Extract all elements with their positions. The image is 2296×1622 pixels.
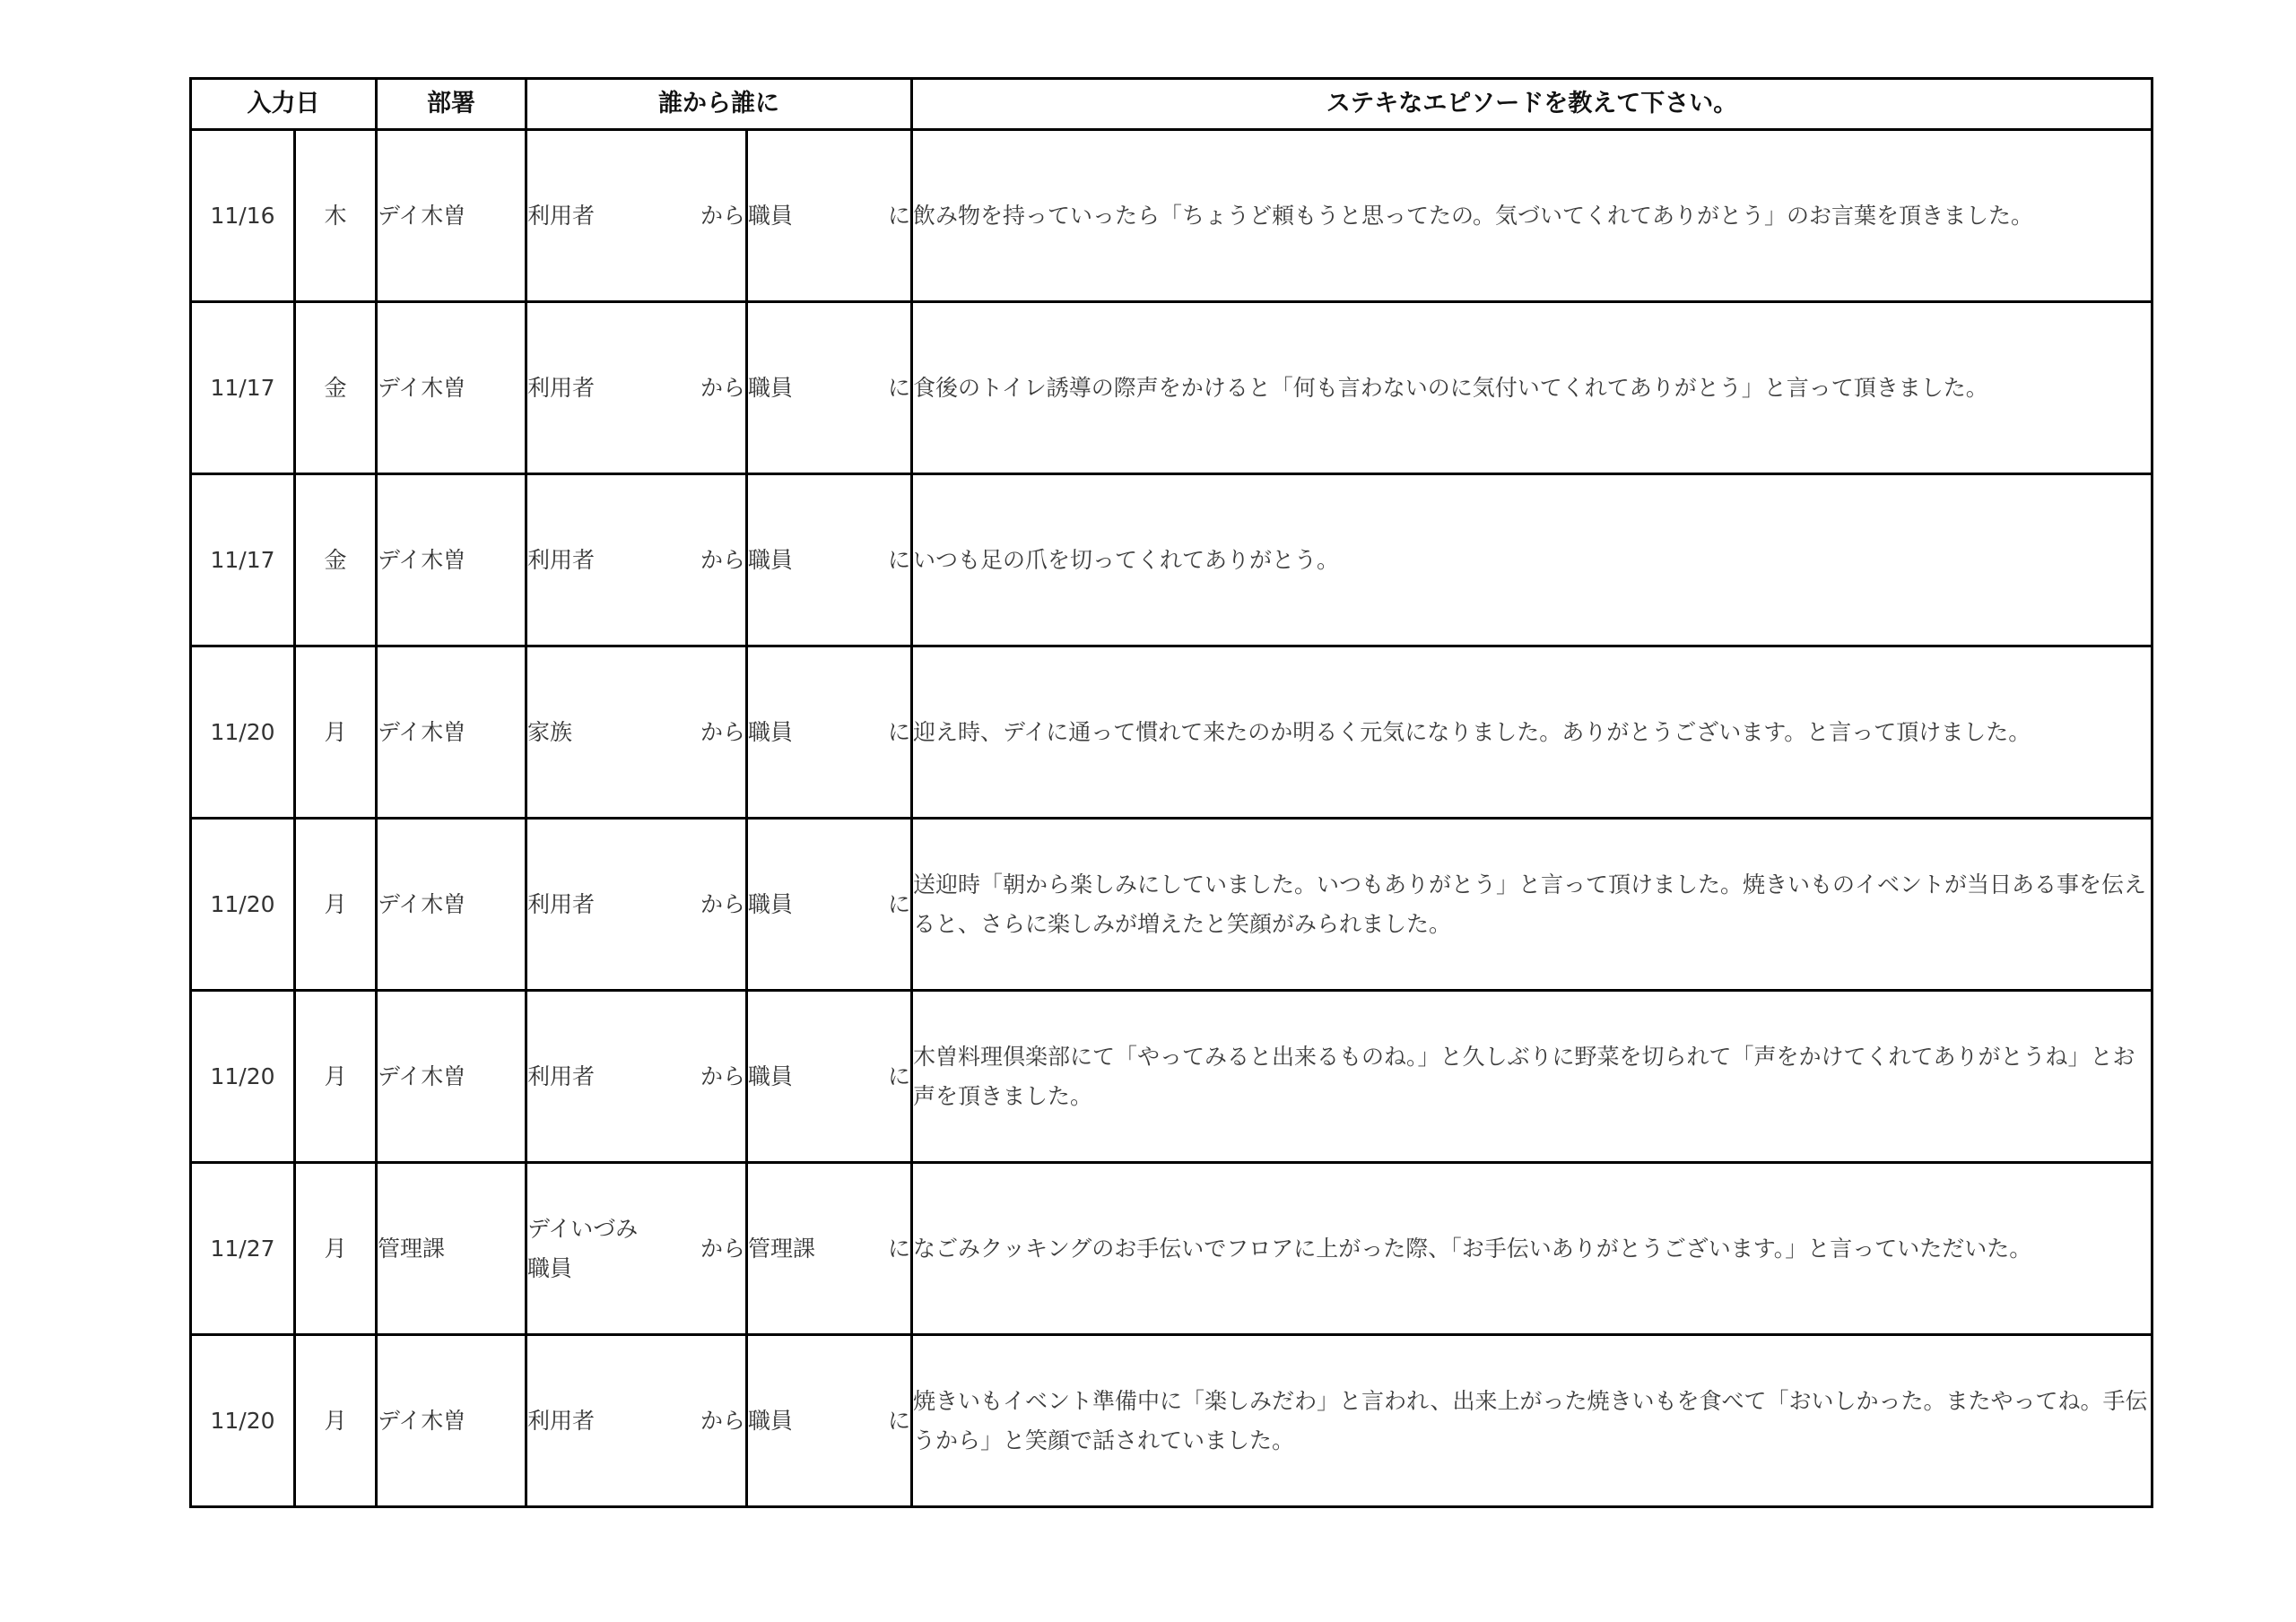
row-to-suffix: に (887, 546, 910, 573)
row-weekday: 月 (295, 646, 377, 819)
row-to: 職員 (748, 374, 794, 401)
row-department: デイ木曽 (377, 302, 526, 474)
row-to-suffix: に (887, 374, 910, 401)
row-to-suffix: に (887, 890, 910, 917)
row-episode: 食後のトイレ誘導の際声をかけると「何も言わないのに気付いてくれてありがとう」と言って頂きました。 (912, 302, 2152, 474)
table-row (191, 646, 2152, 819)
row-from-cell (526, 302, 747, 474)
header-from-to: 誰から誰に (526, 79, 912, 130)
row-from-suffix: から (700, 1407, 745, 1434)
row-to-cell (747, 819, 912, 991)
row-from-suffix: から (700, 890, 745, 917)
table-row (191, 130, 2152, 302)
table-row (191, 819, 2152, 991)
table-row (191, 302, 2152, 474)
row-to: 職員 (748, 890, 794, 917)
row-department: デイ木曽 (377, 1335, 526, 1507)
row-to-cell (747, 474, 912, 646)
row-episode: 焼きいもイベント準備中に「楽しみだわ」と言われ、出来上がった焼きいもを食べて「おいしかった。またやってね。手伝うから」と笑顔で話されていました。 (912, 1335, 2152, 1507)
row-weekday: 金 (295, 302, 377, 474)
row-from-suffix: から (700, 202, 745, 229)
row-date: 11/17 (191, 474, 295, 646)
row-department: 管理課 (377, 1163, 526, 1335)
row-to-cell (747, 1335, 912, 1507)
row-department: デイ木曽 (377, 819, 526, 991)
row-from-cell (526, 130, 747, 302)
header-row (191, 79, 2152, 130)
row-to-cell (747, 130, 912, 302)
row-weekday: 木 (295, 130, 377, 302)
row-to: 職員 (748, 202, 794, 229)
row-episode: 木曽料理倶楽部にて「やってみると出来るものね。」と久しぶりに野菜を切られて「声をかけてくれてありがとうね」とお声を頂きました。 (912, 991, 2152, 1163)
row-episode: いつも足の爪を切ってくれてありがとう。 (912, 474, 2152, 646)
row-date: 11/20 (191, 991, 295, 1163)
row-to-suffix: に (887, 1235, 910, 1262)
table-row (191, 1335, 2152, 1507)
row-to: 職員 (748, 1407, 794, 1434)
row-from-cell (526, 1163, 747, 1335)
row-from-suffix: から (700, 546, 745, 573)
row-from: 家族 (527, 718, 573, 745)
table-row (191, 991, 2152, 1163)
table-body (191, 130, 2152, 1507)
row-to-suffix: に (887, 1407, 910, 1434)
row-from: 利用者 (527, 374, 596, 401)
row-department: デイ木曽 (377, 646, 526, 819)
row-to-cell (747, 302, 912, 474)
row-to-cell (747, 991, 912, 1163)
row-date: 11/20 (191, 646, 295, 819)
row-from: 利用者 (527, 546, 596, 573)
row-to-suffix: に (887, 202, 910, 229)
row-from: 利用者 (527, 1407, 596, 1434)
row-from-suffix: から (700, 374, 745, 401)
row-date: 11/16 (191, 130, 295, 302)
row-from-suffix: から (700, 718, 745, 745)
row-from-cell (526, 474, 747, 646)
header-dept: 部署 (377, 79, 526, 130)
row-date: 11/17 (191, 302, 295, 474)
row-from: デイいづみ 職員 (527, 1215, 639, 1281)
row-to-cell (747, 646, 912, 819)
row-episode: 迎え時、デイに通って慣れて来たのか明るく元気になりました。ありがとうございます。と言って頂けました。 (912, 646, 2152, 819)
row-to: 管理課 (748, 1235, 816, 1262)
row-to: 職員 (748, 1063, 794, 1089)
row-department: デイ木曽 (377, 474, 526, 646)
row-weekday: 金 (295, 474, 377, 646)
table-row (191, 474, 2152, 646)
row-date: 11/20 (191, 819, 295, 991)
row-episode: 送迎時「朝から楽しみにしていました。いつもありがとう」と言って頂けました。焼きいものイベントが当日ある事を伝えると、さらに楽しみが増えたと笑顔がみられました。 (912, 819, 2152, 991)
row-department: デイ木曽 (377, 130, 526, 302)
header-episode: ステキなエピソードを教えて下さい。 (912, 79, 2152, 130)
row-from: 利用者 (527, 202, 596, 229)
episode-table (189, 77, 2153, 1508)
row-from-suffix: から (700, 1235, 745, 1262)
row-episode: 飲み物を持っていったら「ちょうど頼もうと思ってたの。気づいてくれてありがとう」のお言葉を頂きました。 (912, 130, 2152, 302)
row-episode: なごみクッキングのお手伝いでフロアに上がった際、「お手伝いありがとうございます。」と言っていただいた。 (912, 1163, 2152, 1335)
row-weekday: 月 (295, 1335, 377, 1507)
row-from-suffix: から (700, 1063, 745, 1089)
row-weekday: 月 (295, 991, 377, 1163)
row-to: 職員 (748, 546, 794, 573)
row-to: 職員 (748, 718, 794, 745)
header-date: 入力日 (191, 79, 377, 130)
row-from-cell (526, 646, 747, 819)
row-from-cell (526, 991, 747, 1163)
row-department: デイ木曽 (377, 991, 526, 1163)
row-weekday: 月 (295, 819, 377, 991)
row-from-cell (526, 819, 747, 991)
row-from-cell (526, 1335, 747, 1507)
row-from: 利用者 (527, 1063, 596, 1089)
row-date: 11/20 (191, 1335, 295, 1507)
row-to-cell (747, 1163, 912, 1335)
row-to-suffix: に (887, 718, 910, 745)
table-row (191, 1163, 2152, 1335)
row-weekday: 月 (295, 1163, 377, 1335)
row-date: 11/27 (191, 1163, 295, 1335)
row-to-suffix: に (887, 1063, 910, 1089)
row-from: 利用者 (527, 890, 596, 917)
